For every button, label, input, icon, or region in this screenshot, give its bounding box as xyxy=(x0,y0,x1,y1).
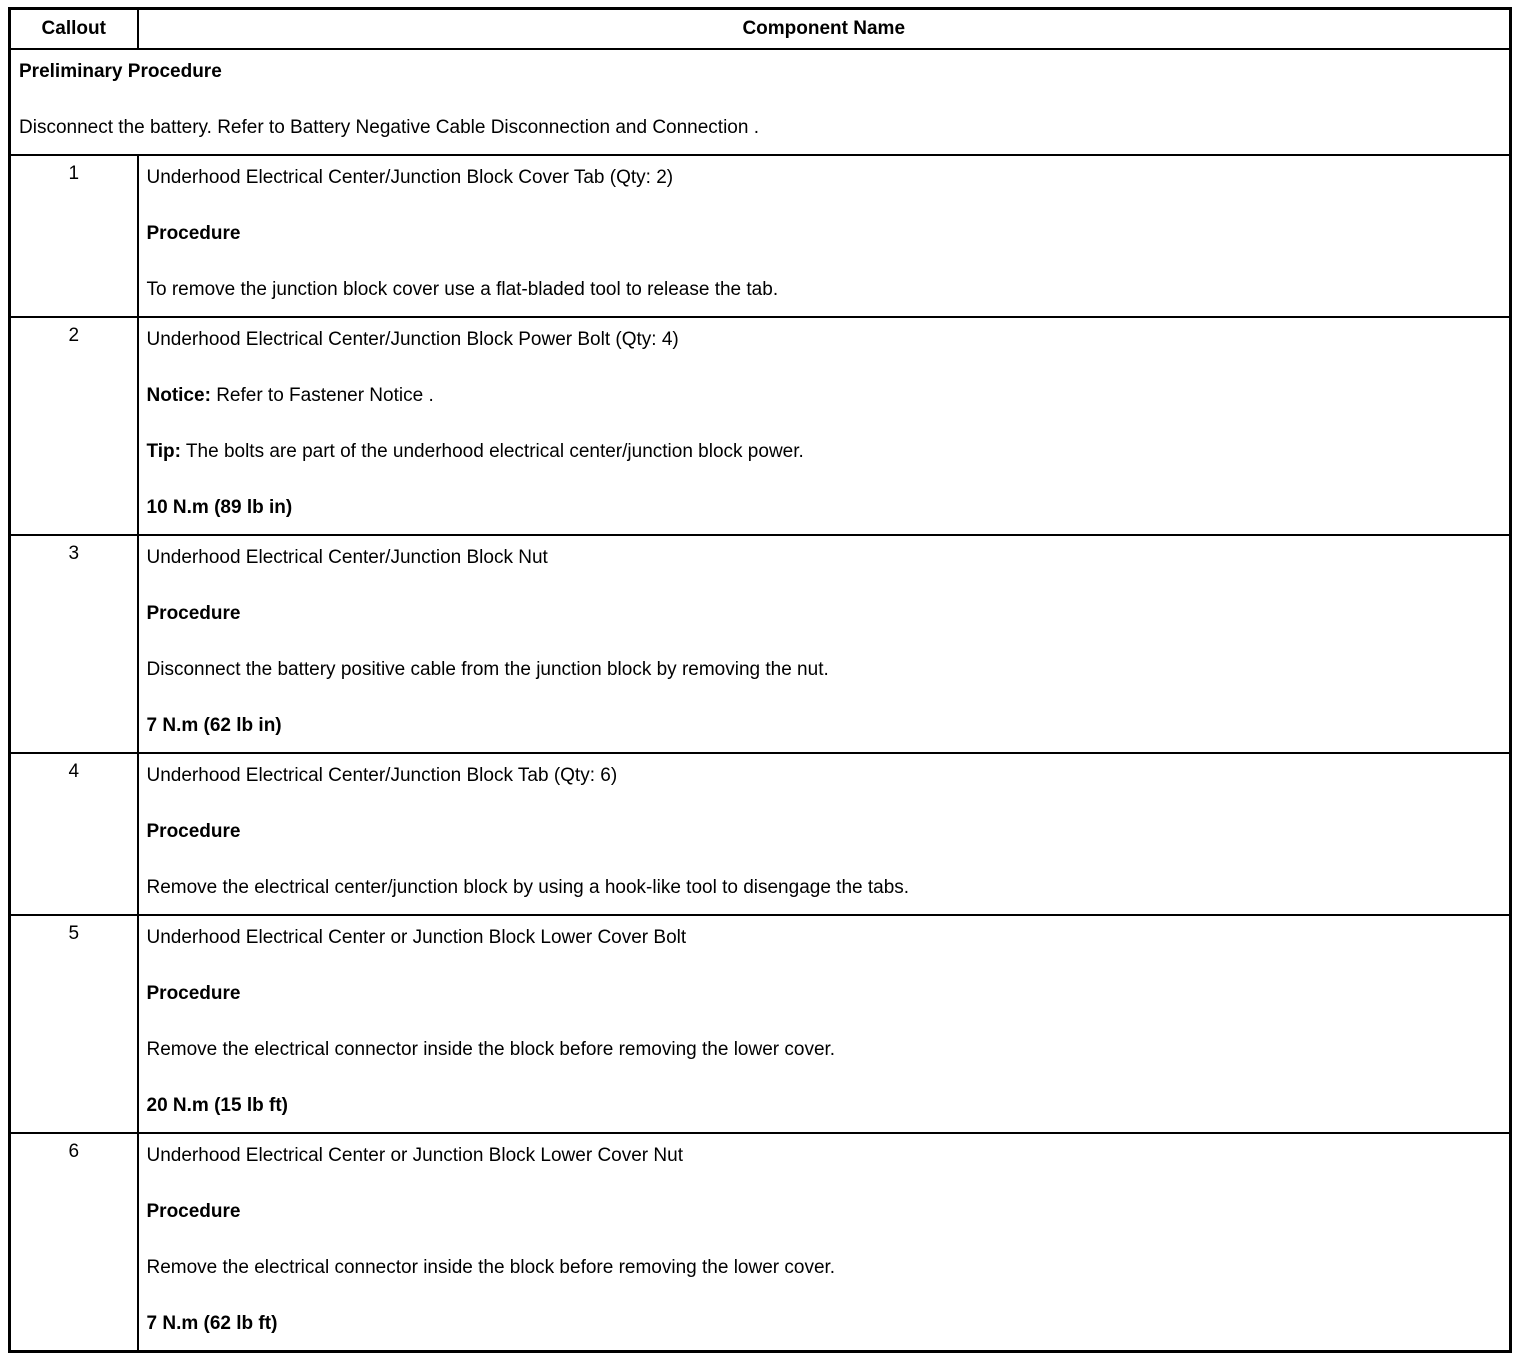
component-cell xyxy=(138,155,1511,317)
callout-number: 1 xyxy=(10,155,138,317)
torque-spec: 20 N.m (15 lb ft) xyxy=(146,1094,288,1116)
component-name: Underhood Electrical Center/Junction Block Tab (Qty: 6) xyxy=(146,764,618,786)
component-cell xyxy=(138,915,1511,1133)
notice-label: Notice: xyxy=(146,384,211,406)
notice-text: Refer to Fastener Notice . xyxy=(216,384,434,406)
table-row xyxy=(10,1133,1511,1352)
procedure-label: Procedure xyxy=(146,982,241,1004)
component-cell xyxy=(138,535,1511,753)
component-name: Underhood Electrical Center or Junction Block Lower Cover Bolt xyxy=(146,926,687,948)
procedure-text: To remove the junction block cover use a flat-bladed tool to release the tab. xyxy=(146,278,779,300)
component-name: Underhood Electrical Center or Junction Block Lower Cover Nut xyxy=(146,1144,683,1166)
tip-label: Tip: xyxy=(146,440,181,462)
table-row xyxy=(10,155,1511,317)
callout-number: 3 xyxy=(10,535,138,753)
procedure-text: Remove the electrical connector inside the block before removing the lower cover. xyxy=(146,1038,836,1060)
tip-text: The bolts are part of the underhood electrical center/junction block power. xyxy=(185,440,804,462)
procedure-label: Procedure xyxy=(146,1200,241,1222)
callout-number: 6 xyxy=(10,1133,138,1352)
component-name: Underhood Electrical Center/Junction Block Cover Tab (Qty: 2) xyxy=(146,166,674,188)
table-row xyxy=(10,317,1511,535)
component-table xyxy=(8,7,1512,1353)
procedure-label: Procedure xyxy=(146,602,241,624)
table-header-row xyxy=(10,9,1511,49)
component-name: Underhood Electrical Center/Junction Block Nut xyxy=(146,546,548,568)
torque-spec: 7 N.m (62 lb in) xyxy=(146,714,282,736)
callout-number: 4 xyxy=(10,753,138,915)
callout-number: 2 xyxy=(10,317,138,535)
table-row xyxy=(10,535,1511,753)
torque-spec: 10 N.m (89 lb in) xyxy=(146,496,293,518)
preliminary-procedure-row xyxy=(10,49,1511,155)
preliminary-procedure-text: Disconnect the battery. Refer to Battery Negative Cable Disconnection and Connection . xyxy=(19,116,759,138)
component-cell xyxy=(138,753,1511,915)
notice-line xyxy=(147,382,1500,410)
procedure-label: Procedure xyxy=(146,222,241,244)
preliminary-procedure-cell xyxy=(10,49,1511,155)
procedure-text: Remove the electrical center/junction block by using a hook-like tool to disengage the tabs. xyxy=(146,876,910,898)
preliminary-procedure-title: Preliminary Procedure xyxy=(19,60,222,82)
procedure-text: Remove the electrical connector inside the block before removing the lower cover. xyxy=(146,1256,836,1278)
component-cell xyxy=(138,317,1511,535)
column-header-component-name: Component Name xyxy=(138,9,1511,49)
procedure-text: Disconnect the battery positive cable from the junction block by removing the nut. xyxy=(146,658,829,680)
callout-number: 5 xyxy=(10,915,138,1133)
table-row xyxy=(10,915,1511,1133)
component-name: Underhood Electrical Center/Junction Block Power Bolt (Qty: 4) xyxy=(146,328,679,350)
procedure-label: Procedure xyxy=(146,820,241,842)
torque-spec: 7 N.m (62 lb ft) xyxy=(146,1312,278,1334)
column-header-callout: Callout xyxy=(10,9,138,49)
component-cell xyxy=(138,1133,1511,1352)
table-row xyxy=(10,753,1511,915)
tip-line xyxy=(147,438,1500,466)
